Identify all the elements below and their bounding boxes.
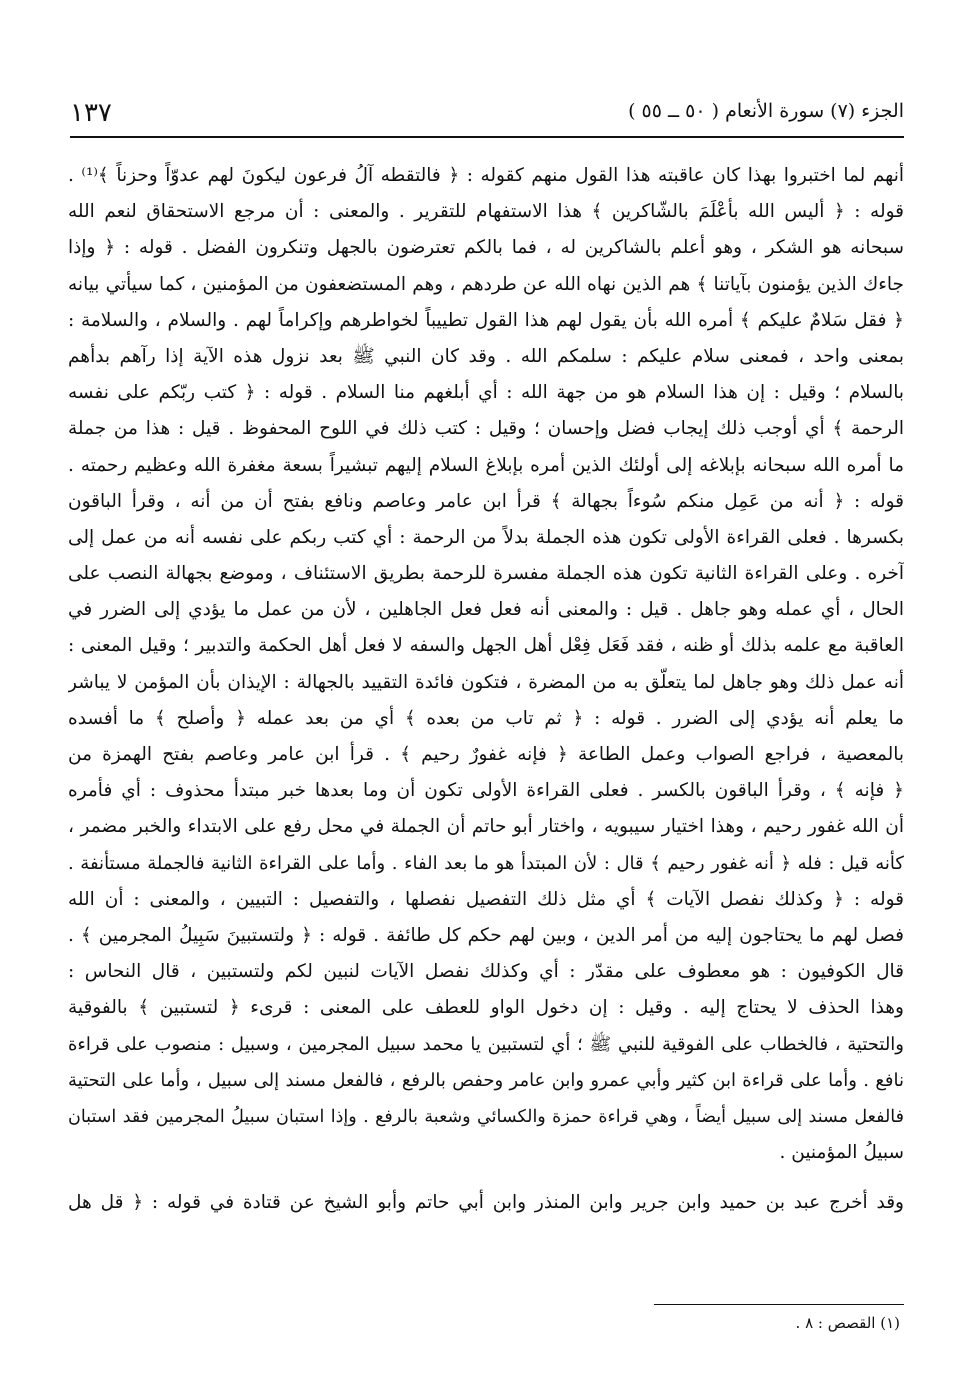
text-line: سبحانه هو الشكر ، وهو أعلم بالشاكرين له ، فما بالكم تعترضون بالجهل وتنكرون الفضل . قوله : ﴿ وإذا	[68, 237, 904, 259]
footnote: (١) القصص : ٨ .	[795, 1314, 900, 1332]
page-header	[70, 96, 904, 138]
paragraph	[68, 158, 904, 1171]
text-line: قال الكوفيون : هو معطوف على مقدّر : أي وكذلك نفصل الآيات لنبين لكم ولتستبين ، قال النحاس :	[68, 961, 904, 983]
text-line: العاقبة مع علمه بذلك أو ظنه ، فقد فَعَل فِعْل أهل الجهل والسفه لا فعل أهل الحكمة والتدبير ؛ وقيل المعنى :	[68, 635, 904, 657]
text-line: ﴿ فإنه ﴾ ، وقرأ الباقون بالكسر . فعلى القراءة الأولى تكون أن وما بعدها خبر مبتدأ محذوف : أي فأمره	[68, 780, 904, 802]
text-line: فصل لهم ما يحتاجون إليه من أمر الدين ، وبين لهم حكم كل طائفة . قوله : ﴿ ولتستبينَ سَبِيلُ المجرمين ﴾ .	[68, 924, 904, 946]
text-line: قوله : ﴿ أنه من عَمِل منكم سُوءاً بجهالة ﴾ قرأ ابن عامر وعاصم ونافع بفتح أن من أنه ، وقرأ الباقون	[68, 490, 904, 512]
text-line: بمعنى واحد ، فمعنى سلام عليكم : سلمكم الله . وقد كان النبي ﷺ بعد نزول هذه الآية إذا رآهم بدأهم	[68, 345, 904, 367]
text-line: الرحمة ﴾ أي أوجب ذلك إيجاب فضل وإحسان ؛ وقيل : كتب ذلك في اللوح المحفوظ . قيل : هذا من جملة	[68, 418, 904, 440]
text-line: والتحتية ، فالخطاب على الفوقية للنبي ﷺ ؛ أي لتستبين يا محمد سبيل المجرمين ، وسبيل : منصوب على قراءة	[68, 1033, 904, 1055]
paragraph-break	[68, 1171, 904, 1185]
text-line: الحال ، أي عمله وهو جاهل . قيل : والمعنى أنه فعل فعل الجاهلين ، لأن من عمل ما يؤدي إلى الضرر في	[68, 599, 904, 621]
text-line: كأنه قيل : فله ﴿ أنه غفور رحيم ﴾ قال : لأن المبتدأ هو ما بعد الفاء . وأما على القراءة الثانية فالجملة مستأنفة .	[68, 852, 904, 874]
text-line: آخره . وعلى القراءة الثانية تكون هذه الجملة مفسرة للرحمة بطريق الاستئناف ، وموضع بجهالة النصب على	[68, 563, 904, 585]
text-line: أنهم لما اختبروا بهذا كان عاقبته هذا القول منهم كقوله : ﴿ فالتقطه آلُ فرعون ليكونَ لهم عدوّاً وحزناً ﴾⁽¹⁾ .	[68, 165, 904, 186]
text-line: أنه عمل ذلك وهو جاهل لما يتعلّق به من المضرة ، فتكون فائدة التقييد بالجهالة : الإيذان بأن المؤمن لا يباشر	[68, 671, 904, 693]
text-line: سبيلُ المؤمنين .	[779, 1142, 904, 1164]
text-line: قوله : ﴿ أليس الله بأعْلَمَ بالشّاكرين ﴾ هذا الاستفهام للتقرير . والمعنى : أن مرجع الاستحقاق لنعم الله	[68, 201, 904, 223]
text-line: فالفعل مسند إلى سبيل أيضاً ، وهي قراءة حمزة والكسائي وشعبة بالرفع . وإذا استبان سبيلُ المجرمين فقد استبان	[68, 1106, 904, 1127]
text-line: جاءك الذين يؤمنون بآياتنا ﴾ هم الذين نهاه الله عن طردهم ، وهم المستضعفون من المؤمنين ، كما سيأتي بيانه	[68, 273, 904, 295]
text-line: ﴿ فقل سَلامٌ عليكم ﴾ أمره الله بأن يقول لهم هذا القول تطييباً لخواطرهم وإكراماً لهم . والسلام ، والسلامة :	[68, 309, 904, 331]
text-line: وهذا الحذف لا يحتاج إليه . وقيل : إن دخول الواو للعطف على المعنى : قرىء ﴿ لتستبين ﴾ بالفوقية	[68, 997, 904, 1019]
body-text	[68, 158, 904, 1221]
paragraph	[68, 1185, 904, 1221]
text-line: بالسلام ؛ وقيل : إن هذا السلام هو من جهة الله : أي أبلغهم منا السلام . قوله : ﴿ كتب ربّكم على نفسه	[68, 382, 904, 404]
text-line: قوله : ﴿ وكذلك نفصل الآيات ﴾ أي مثل ذلك التفصيل نفصلها ، والتفصيل : التبيين ، والمعنى : أن الله	[68, 888, 904, 910]
text-line: ما أمره الله سبحانه بإبلاغه إلى أولئك الذين أمره بإبلاغ السلام إليهم تبشيراً بسعة مغفرة الله وعظيم رحمته .	[68, 454, 904, 476]
text-line: بالمعصية ، فراجع الصواب وعمل الطاعة ﴿ فإنه غفورٌ رحيم ﴾ . قرأ ابن عامر وعاصم بفتح الهمزة من	[68, 744, 904, 765]
text-line: وقد أخرج عبد بن حميد وابن جرير وابن المنذر وابن أبي حاتم وأبو الشيخ عن قتادة في قوله : ﴿ قل هل	[68, 1192, 904, 1214]
footnote-divider	[654, 1304, 904, 1305]
text-line: ما يعلم أنه يؤدي إلى الضرر . قوله : ﴿ ثم تاب من بعده ﴾ أي من بعد عمله ﴿ وأصلح ﴾ ما أفسده	[68, 707, 904, 729]
page-number: ١٣٧	[70, 98, 112, 128]
text-line: بكسرها . فعلى القراءة الأولى تكون هذه الجملة بدلاً من الرحمة : أي كتب ربكم على نفسه أنه من عمل إلى	[68, 526, 904, 548]
text-line: نافع . وأما على قراءة ابن كثير وأبي عمرو وابن عامر وحفص بالرفع ، فالفعل مسند إلى سبيل ، وأما على التحتية	[68, 1069, 904, 1091]
running-title: الجزء (٧) سورة الأنعام ( ٥٠ ــ ٥٥ )	[628, 100, 904, 122]
text-line: أن الله غفور رحيم ، وهذا اختيار سيبويه ، واختار أبو حاتم أن الجملة في محل رفع على الابتداء والخبر مضمر ،	[68, 816, 904, 838]
